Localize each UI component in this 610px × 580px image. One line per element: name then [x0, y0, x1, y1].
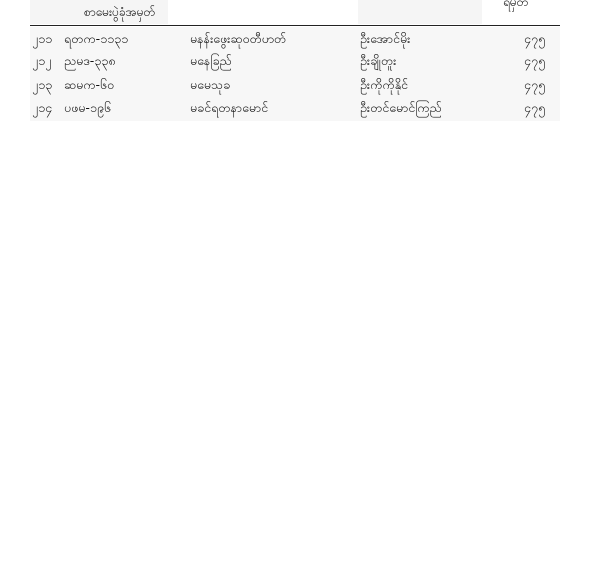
- row-number: ၂၁၃: [32, 77, 53, 92]
- student-name: မခင်ရတနာမောင်: [190, 100, 269, 115]
- student-name: မနန်းဖွေးဆုဝတီဟတ်: [190, 31, 287, 46]
- row-number: ၂၁၄: [32, 100, 53, 115]
- column-header-exam-seat-number: စာမေးပွဲခုံအမှတ်: [84, 5, 156, 19]
- table-row: [30, 49, 560, 71]
- header-gap: [168, 0, 358, 24]
- exam-seat-number: ညမဒ-၃၃၈: [64, 53, 116, 68]
- marks-value: ၄၇၅: [524, 31, 546, 46]
- father-name: ဦးတင်မောင်ကြည်: [360, 100, 442, 115]
- header-rule: [30, 25, 560, 26]
- table-row: [30, 27, 560, 49]
- marks-value: ၄၇၅: [524, 100, 546, 115]
- column-header-marks: ရမှတ: [503, 0, 529, 9]
- table-row: [30, 73, 560, 95]
- table-row: [30, 96, 560, 118]
- results-table: [30, 27, 560, 121]
- row-number: ၂၁၁: [32, 31, 53, 46]
- row-number: ၂၁၂: [32, 53, 52, 68]
- exam-seat-number: ရတက-၁၁၃၁: [64, 31, 129, 46]
- marks-value: ၄၇၅: [524, 53, 546, 68]
- student-name: မမေသုခ: [190, 77, 231, 92]
- father-name: ဦးချိုတူး: [360, 53, 397, 68]
- father-name: ဦးကိုကိုနိုင်: [360, 77, 408, 92]
- marks-value: ၄၇၅: [524, 77, 546, 92]
- student-name: မနေခြည်: [190, 53, 232, 68]
- exam-seat-number: ဆမက-၆၀: [64, 77, 115, 92]
- exam-seat-number: ပဖမ-၁၉၆: [64, 100, 112, 115]
- father-name: ဦးအောင်မိုး: [360, 31, 411, 46]
